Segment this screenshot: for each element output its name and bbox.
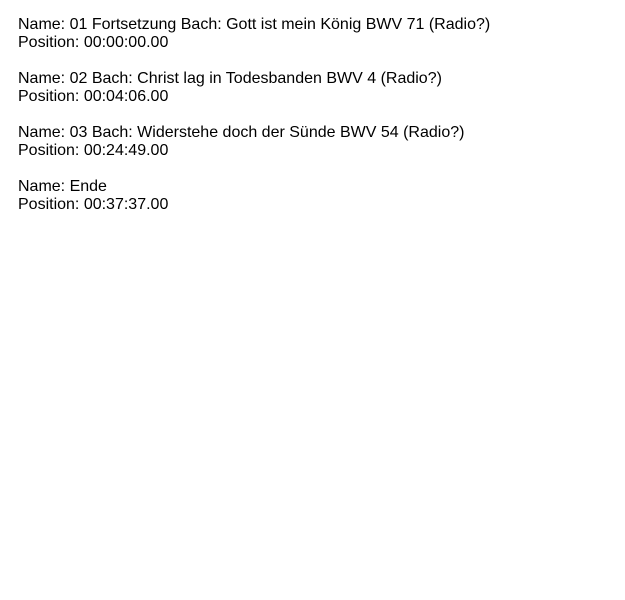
cue-name: Name: Ende (18, 178, 107, 195)
cue-list-document (18, 16, 617, 232)
cue-entry (18, 70, 617, 106)
cue-position: Position: 00:00:00.00 (18, 34, 169, 51)
cue-name: Name: 02 Bach: Christ lag in Todesbanden BWV 4 (Radio?) (18, 70, 442, 87)
cue-entry (18, 178, 617, 214)
cue-name: Name: 03 Bach: Widerstehe doch der Sünde BWV 54 (Radio?) (18, 124, 465, 141)
cue-name: Name: 01 Fortsetzung Bach: Gott ist mein König BWV 71 (Radio?) (18, 16, 491, 33)
cue-position: Position: 00:37:37.00 (18, 196, 169, 213)
cue-entry (18, 124, 617, 160)
cue-entry (18, 16, 617, 52)
cue-position: Position: 00:04:06.00 (18, 88, 169, 105)
cue-position: Position: 00:24:49.00 (18, 142, 169, 159)
